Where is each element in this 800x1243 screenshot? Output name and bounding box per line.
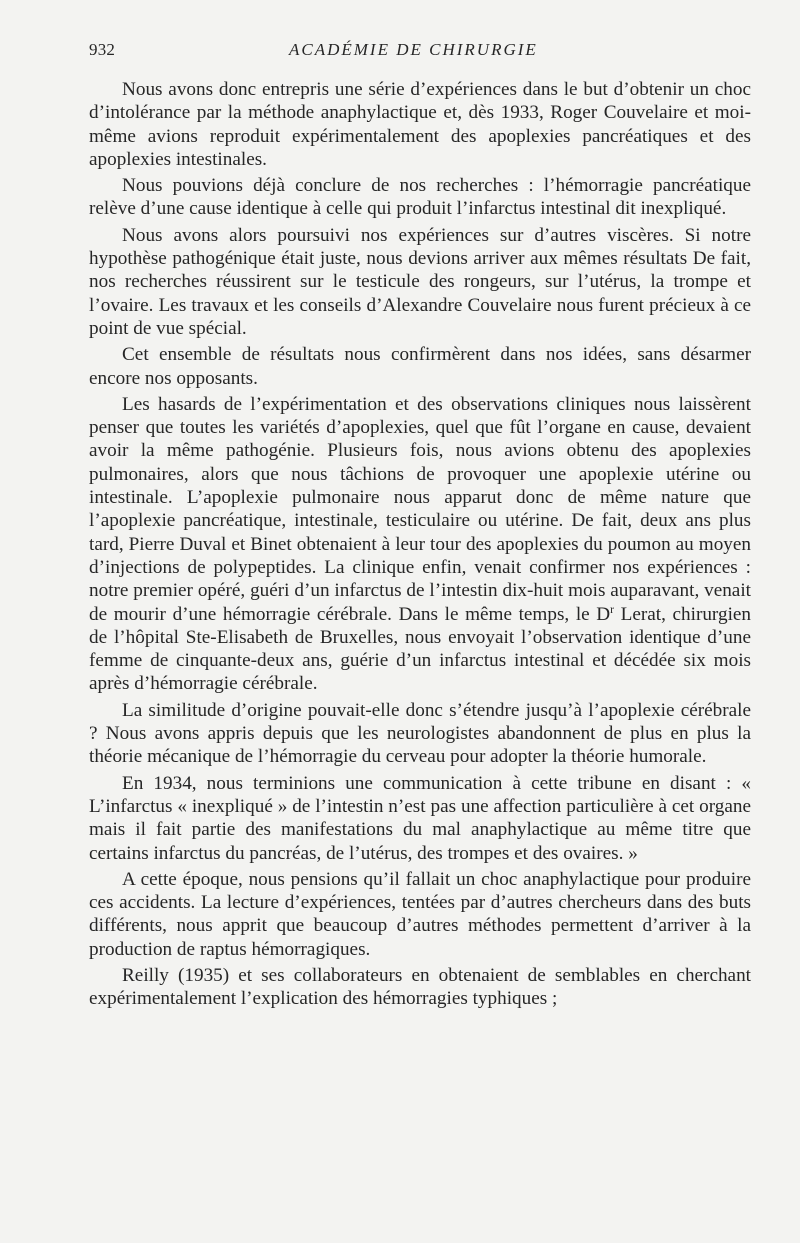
paragraph-9: Reilly (1935) et ses collaborateurs en obtenaient de semblables en cherchant expérimentalement l’explication des hémorragies typhiques ;	[89, 964, 751, 1010]
paragraph-5-continuation-after: Lerat, chirurgien de l’hôpital Ste-Elisabeth de Bruxelles, nous envoyait l’observation identique d’une femme de cinquante-deux ans, guérie d’un infarctus intestinal et décédée six mois après d’hémorragie cérébrale.	[89, 603, 752, 695]
paragraph-1: Nous avons donc entrepris une série d’expériences dans le but d’obtenir un choc d’intolérance par la méthode anaphylactique et, dès 1933, Roger Couvelaire et moi-même avions reproduit expérimentalement des apoplexies pancréatiques et des apoplexies intestinales.	[89, 79, 751, 170]
paragraph-5-text: Les hasards de l’expérimentation et des observations cliniques nous laissèrent penser que toutes les variétés d’apoplexies, quel que fût l’organe en cause, devaient avoir la même pathogénie. Plusieurs fois, nous avions obtenu des apoplexies pulmonaires, alors que nous tâchions de provoquer une apoplexie utérine ou intestinale. L’apoplexie pulmonaire nous apparut donc de même nature que l’apoplexie pancréatique, intestinale, testiculaire ou utérine. De fait, deux ans plus tard, Pierre Duval et Binet obtenaient à leur tour des apoplexies du poumon au moyen d’injections de polypeptides. La clinique enfin, venait confirmer nos expériences : notre premier opéré, guéri d’un infarctus de l’intestin dix-huit mois auparavant, venait de mourir d’une hémorragie cérébrale.	[89, 393, 751, 625]
doctor-abbrev-superscript: r	[610, 603, 614, 616]
running-title: ACADÉMIE DE CHIRURGIE	[289, 40, 538, 59]
running-header	[89, 40, 749, 66]
paragraph-2: Nous pouvions déjà conclure de nos recherches : l’hémorragie pancréatique relève d’une cause identique à celle qui produit l’infarctus intestinal dit inexpliqué.	[89, 175, 751, 220]
page-number: 932	[89, 40, 116, 59]
paragraph-5-continuation-before: Dans le même temps, le D	[398, 603, 611, 625]
body-text	[89, 78, 751, 1014]
paragraph-4: Cet ensemble de résultats nous confirmèrent dans nos idées, sans désarmer encore nos opposants.	[89, 344, 751, 389]
paragraph-8: A cette époque, nous pensions qu’il fallait un choc anaphylactique pour produire ces accidents. La lecture d’expériences, tentées par d’autres chercheurs dans des buts différents, nous apprit que beaucoup d’autres méthodes permettent d’arriver à la production de raptus hémorragiques.	[89, 868, 751, 960]
paragraph-3: Nous avons alors poursuivi nos expériences sur d’autres viscères. Si notre hypothèse pathogénique était juste, nous devions arriver aux mêmes résultats De fait, nos recherches réussirent sur le testicule des rongeurs, sur l’utérus, la trompe et l’ovaire. Les travaux et les conseils d’Alexandre Couvelaire nous furent précieux à ce point de vue spécial.	[89, 224, 751, 339]
paragraph-5	[89, 393, 751, 696]
paragraph-7: En 1934, nous terminions une communication à cette tribune en disant : « L’infarctus « inexpliqué » de l’intestin n’est pas une affection particulière à cet organe mais il fait partie des manifestations du mal anaphylactique au même titre que certains infarctus du pancréas, de l’utérus, des trompes et des ovaires. »	[89, 772, 751, 864]
paragraph-6: La similitude d’origine pouvait-elle donc s’étendre jusqu’à l’apoplexie cérébrale ? Nous avons appris depuis que les neurologistes abandonnent de plus en plus la théorie mécanique de l’hémorragie du cerveau pour adopter la théorie humorale.	[89, 699, 751, 768]
